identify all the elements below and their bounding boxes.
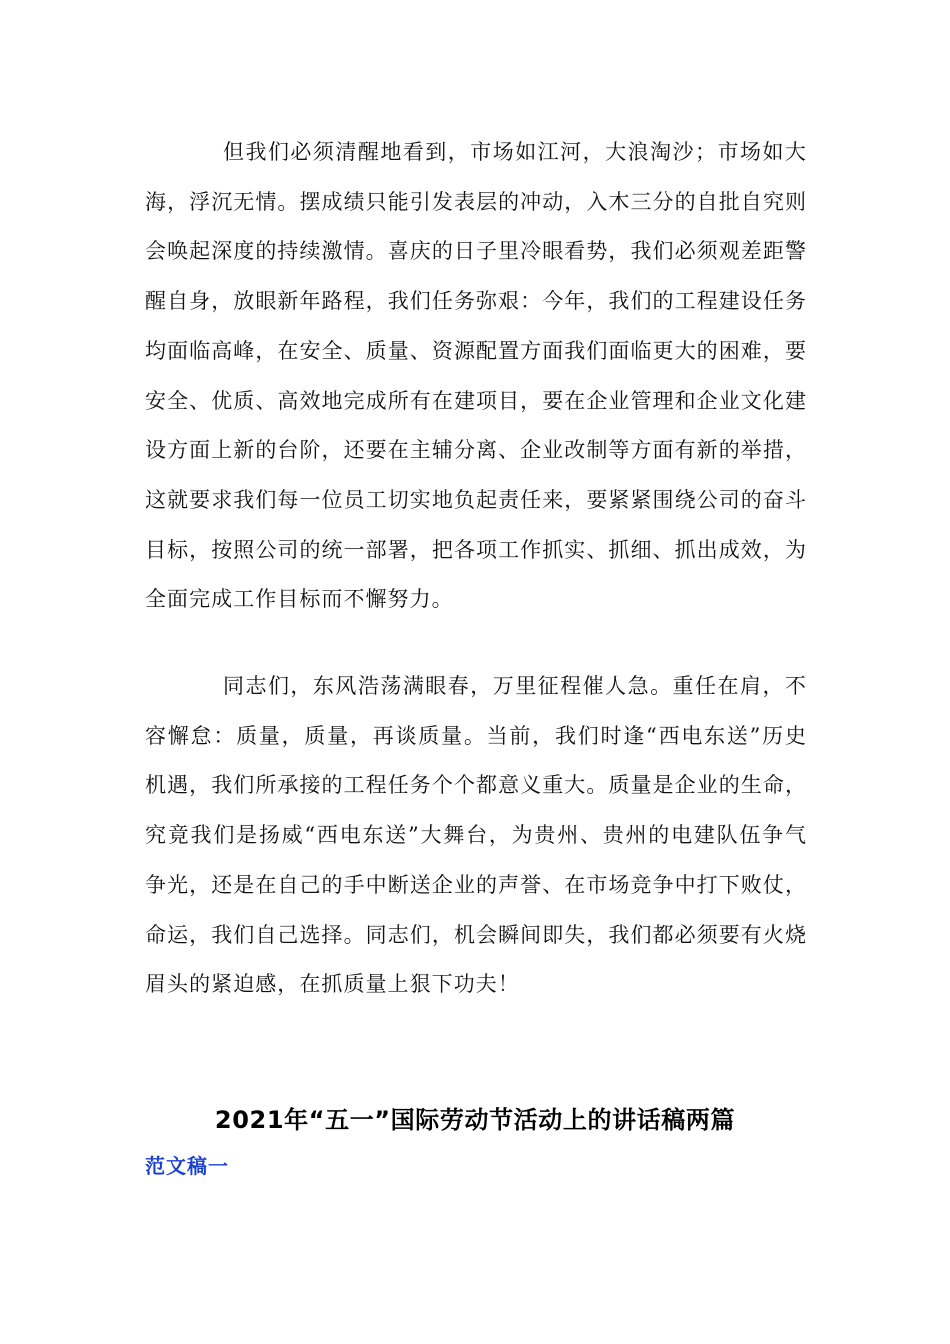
body-paragraph-2: 同志们，东风浩荡满眼春，万里征程催人急。重任在肩，不容懈怠：质量，质量，再谈质量。当前，我们时逢“西电东送”历史机遇，我们所承接的工程任务个个都意义重大。质量是企业的生命，究竟我们是扬威“西电东送”大舞台，为贵州、贵州的电建队伍争气争光，还是在自己的手中断送企业的声誉、在市场竞争中打下败仗，命运，我们自己选择。同志们，机会瞬间即失，我们都必须要有火烧眉头的紧迫感，在抓质量上狠下功夫！ — [145, 674, 807, 997]
body-paragraph-1: 但我们必须清醒地看到，市场如江河，大浪淘沙；市场如大海，浮沉无情。摆成绩只能引发表层的冲动，入木三分的自批自究则会唤起深度的持续激情。喜庆的日子里冷眼看势，我们必须观差距警醒自身，放眼新年路程，我们任务弥艰：今年，我们的工程建设任务均面临高峰，在安全、质量、资源配置方面我们面临更大的困难，要安全、优质、高效地完成所有在建项目，要在企业管理和企业文化建设方面上新的台阶，还要在主辅分离、企业改制等方面有新的举措，这就要求我们每一位员工切实地负起责任来，要紧紧围绕公司的奋斗目标，按照公司的统一部署，把各项工作抓实、抓细、抓出成效，为全面完成工作目标而不懈努力。 — [145, 140, 807, 612]
section-subheading: 范文稿一 — [145, 1154, 229, 1178]
document-title: 2021年“五一”国际劳动节活动上的讲话稿两篇 — [214, 1106, 736, 1134]
